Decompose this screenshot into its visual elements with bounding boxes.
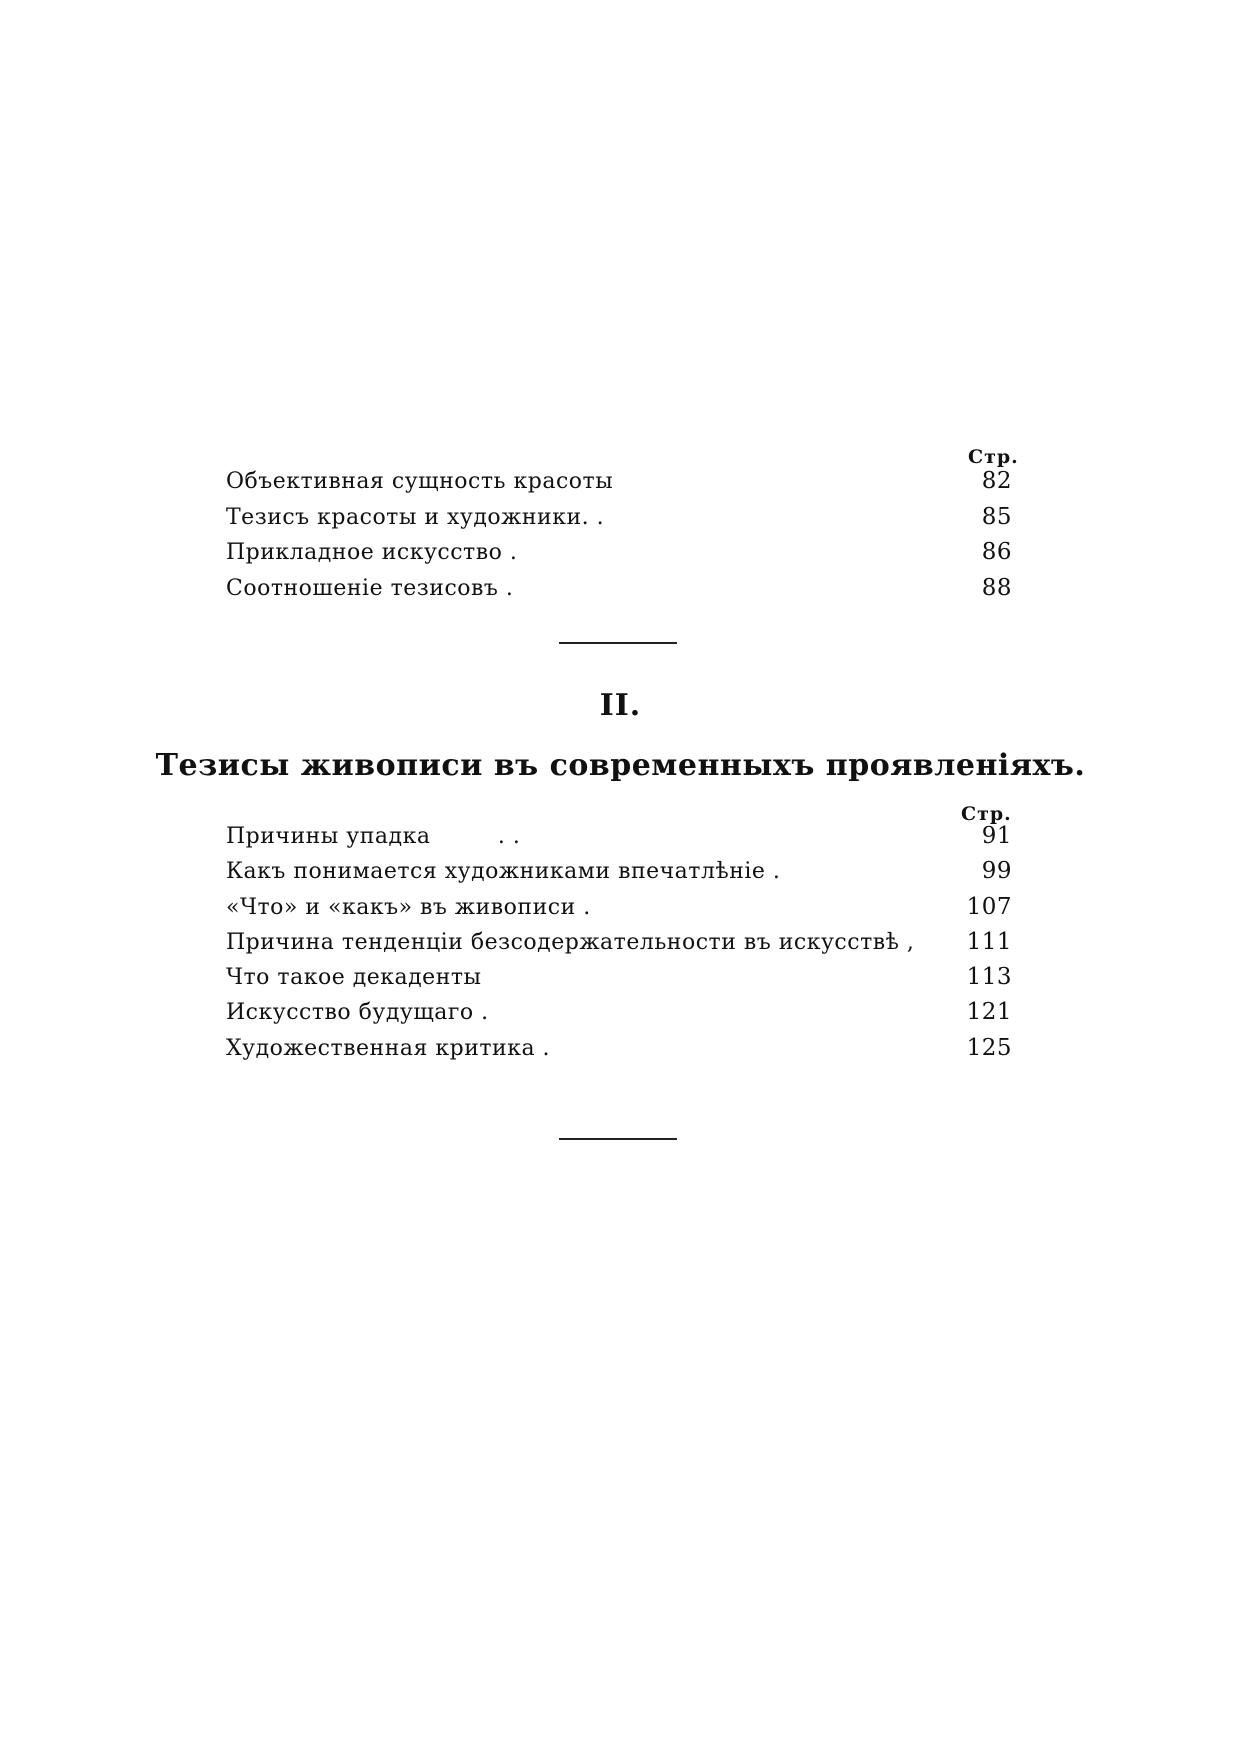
toc-entry-title: Художественная критика . bbox=[226, 1035, 551, 1061]
toc-entry-page: 91 bbox=[981, 823, 1012, 849]
toc-entry bbox=[226, 823, 1016, 858]
toc-entry-title: Прикладное искусство . bbox=[226, 540, 518, 565]
toc-entry bbox=[226, 858, 1016, 893]
toc-entry-title: Тезисъ красоты и художники. . bbox=[226, 504, 605, 530]
toc-entry-title: Что такое декаденты bbox=[226, 965, 482, 991]
toc-entry-title: Объективная сущность красоты bbox=[226, 469, 614, 494]
page-column-header: Стр. bbox=[961, 803, 1012, 825]
toc-list-part1 bbox=[226, 468, 1016, 610]
toc-entry-page: 107 bbox=[966, 893, 1012, 920]
toc-entry-page: 125 bbox=[966, 1034, 1012, 1061]
toc-entry-page: 111 bbox=[966, 928, 1012, 955]
toc-entry-page: 113 bbox=[966, 964, 1012, 991]
section-title: Тезисы живописи въ современныхъ проявленіяхъ. bbox=[155, 748, 1086, 783]
toc-entry-page: 88 bbox=[981, 574, 1012, 601]
section-number: II. bbox=[599, 688, 642, 723]
toc-entry bbox=[226, 468, 1016, 504]
toc-entry-title: Причины упадка . . bbox=[226, 824, 521, 849]
toc-entry-title: Искусство будущаго . bbox=[226, 1000, 489, 1026]
toc-entry-page: 121 bbox=[966, 999, 1012, 1026]
toc-entry-page: 99 bbox=[981, 858, 1012, 885]
toc-entry bbox=[226, 929, 1016, 964]
toc-entry bbox=[226, 504, 1016, 540]
toc-entry bbox=[226, 1035, 1016, 1070]
toc-entry-title: Соотношеніе тезисовъ . bbox=[226, 575, 514, 601]
toc-entry bbox=[226, 964, 1016, 999]
toc-list-part2 bbox=[226, 823, 1016, 1070]
toc-entry-page: 85 bbox=[981, 503, 1012, 530]
toc-entry bbox=[226, 894, 1016, 929]
page-column-header: Стр. bbox=[968, 446, 1019, 468]
toc-entry-page: 82 bbox=[981, 468, 1012, 494]
toc-entry-title: «Что» и «какъ» въ живописи . bbox=[226, 894, 591, 920]
toc-entry-title: Причина тенденціи безсодержательности въ искусствѣ , bbox=[226, 929, 915, 955]
toc-entry-page: 86 bbox=[981, 539, 1012, 565]
toc-entry bbox=[226, 539, 1016, 575]
toc-entry-title: Какъ понимается художниками впечатлѣніе . bbox=[226, 859, 781, 885]
section-divider bbox=[559, 642, 677, 644]
toc-entry bbox=[226, 575, 1016, 611]
section-divider bbox=[559, 1138, 677, 1140]
toc-entry bbox=[226, 999, 1016, 1034]
